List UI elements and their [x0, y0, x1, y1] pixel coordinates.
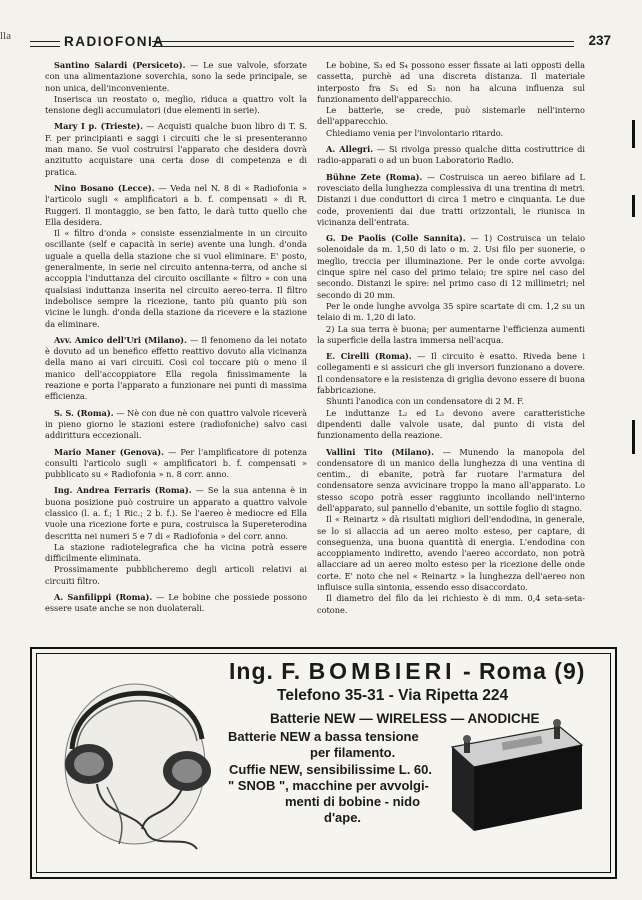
- reply-text: Chiediamo venia per l'involontario ritardo.: [326, 127, 504, 138]
- ad-company-name: [229, 658, 585, 685]
- reply-paragraph: [45, 228, 307, 330]
- journal-title: RADIOFONIA: [64, 34, 165, 49]
- reply-text: Il diametro del filo da lei richiesto è di mm. 0,4 seta-seta-cotone.: [317, 593, 585, 615]
- correspondent-name: Mario Maner (Genova).: [54, 446, 165, 457]
- margin-tick: [632, 195, 635, 217]
- reader-reply: [45, 335, 307, 403]
- reader-reply: [317, 60, 585, 139]
- reply-text: — Il circuito è esatto. Riveda bene i collegamenti e si assicuri che gli inversori funzionano a dovere. Il condensatore e la resistenza di griglia devono essere di buona fabbricazione.: [317, 351, 586, 396]
- right-column: [317, 60, 585, 616]
- reader-reply: [45, 60, 307, 116]
- margin-tick: [632, 420, 635, 454]
- reply-paragraph: [45, 408, 307, 442]
- reply-paragraph: [45, 564, 307, 587]
- ad-phone-address: Telefono 35-31 - Via Ripetta 224: [277, 687, 509, 704]
- reader-reply: [45, 408, 307, 442]
- correspondent-name: Bühne Zete (Roma).: [326, 171, 423, 182]
- reader-reply: [317, 144, 585, 167]
- ad-title-name: BOMBIERI: [308, 658, 456, 684]
- reply-paragraph: [317, 144, 585, 167]
- reply-paragraph: [317, 105, 585, 128]
- reader-reply: [317, 233, 585, 346]
- reply-text: Per le onde lunghe avvolga 35 spire scartate di cm. 1,2 su un telaio di m. 1,20 di lato.: [317, 300, 585, 323]
- advertisement: [30, 647, 617, 879]
- reply-text: — Le sue valvole, sforzate con una alimentazione soverchia, sono la sede principale, se non unica, dell'inconveniente.: [45, 60, 307, 93]
- reply-text: Le bobine, S₃ ed S₄ possono esser fissate ai lati opposti della cassetta, purchè ad una discreta distanza. Il materiale interposto fra S₁ ed S₂ non ha alcuna influenza sul funzionamento dell'apparecchio.: [317, 60, 585, 104]
- reply-paragraph: [45, 335, 307, 403]
- battery-illustration: [442, 719, 587, 837]
- correspondent-name: E. Cirelli (Roma).: [326, 351, 412, 362]
- reply-text: — Acquisti qualche buon libro di T. S. F. per principianti e saggi i circuiti che le si presenteranno man mano. Se vuol costruirsi l'apparato che desidera dovrà anzitutto acquistare una certa dose di competenza e di pratica.: [45, 121, 307, 177]
- reply-paragraph: [45, 60, 307, 94]
- reply-paragraph: [317, 60, 585, 105]
- reply-paragraph: [317, 351, 585, 396]
- reply-text: — Costruisca un aereo bifilare ad L rovesciato della lunghezza complessiva di una trentina di metri. Distanzi i due conduttori di circa 1 metro e cinquanta. Le due code, provenienti dai due tratti orizzontali, le riunisca in vicinanza dell'entrata.: [317, 171, 585, 227]
- reply-text: Le induttanze L₂ ed L₃ devono avere caratteristiche dipendenti dalle valvole usate, dal punto di vista del funzionamento della reazione.: [317, 407, 585, 441]
- correspondent-name: Avv. Amico dell'Uri (Milano).: [54, 334, 187, 345]
- reply-text: — Veda nel N. 8 di « Radiofonia » l'articolo sugli « amplificatori a b. f. compensati » di R. Ruggeri. Il montaggio, se ben fatto, le darà tutto quello che Ella desidera.: [45, 182, 307, 227]
- ad-line-snob: " SNOB ", macchine per avvolgi-: [228, 778, 429, 793]
- margin-mark: lla: [0, 30, 11, 42]
- reader-reply: [45, 121, 307, 177]
- ad-line-headphones: Cuffie NEW, sensibilissime L. 60.: [229, 762, 433, 777]
- page-number: 237: [588, 33, 611, 48]
- reader-reply: [317, 351, 585, 441]
- reply-paragraph: [45, 183, 307, 228]
- ad-title-suffix: - Roma (9): [462, 658, 586, 684]
- reply-text: La stazione radiotelegrafica che ha vicina potrà essere difficilmente eliminata.: [45, 541, 307, 564]
- reply-paragraph: [317, 172, 585, 228]
- ad-line-honeycomb: d'ape.: [324, 810, 362, 825]
- left-column: [45, 60, 307, 615]
- reply-text: Shunti l'anodica con un condensatore di 2 M. F.: [326, 396, 525, 407]
- reply-text: — Se la sua antenna è in buona posizione può costruire un apparato a quattro valvole classico (l. a. f.; 1 Ric.; 2 b. f.). Se l'aereo è mediocre ed Ella vuole una ricezione forte e pura, costruisca la Supereterodina descritta nei numeri 5 e 7 di « Radiofonia » del corr. anno.: [45, 485, 307, 541]
- reader-reply: [45, 485, 307, 587]
- reply-paragraph: [317, 514, 585, 593]
- correspondent-name: A. Allegri.: [326, 144, 374, 155]
- reader-reply: [317, 172, 585, 228]
- correspondent-name: Nino Bosano (Lecce).: [54, 182, 155, 193]
- reply-paragraph: [45, 592, 307, 615]
- reply-paragraph: [317, 408, 585, 442]
- reply-paragraph: [317, 396, 585, 407]
- reply-text: — Per l'amplificatore di potenza consulti l'articolo sugli « amplificatori b. f. compensati » pubblicato su « Radiofonia » n. 8 corr. anno.: [45, 446, 307, 480]
- correspondent-name: Vallini Tito (Milano).: [326, 446, 434, 457]
- reply-paragraph: [317, 128, 585, 139]
- reply-text: — Nè con due nè con quattro valvole riceverà in pieno giorno le stazioni estere (radiofoniche) salvo casi addirittura eccezionali.: [45, 407, 307, 441]
- reply-paragraph: [317, 233, 585, 301]
- reply-text: Prossimamente pubblicheremo degli articoli relativi ai circuiti filtro.: [45, 564, 307, 586]
- reply-text: — Le bobine che possiede possono essere usate anche se non duolaterali.: [45, 592, 308, 614]
- reader-reply: [45, 447, 307, 481]
- correspondent-name: Mary I p. (Trieste).: [54, 121, 143, 132]
- reply-paragraph: [317, 447, 585, 515]
- margin-tick: [632, 120, 635, 148]
- headphones-illustration: [47, 659, 222, 854]
- running-header: [30, 34, 615, 52]
- reply-text: Inserisca un reostato o, meglio, riduca a quattro volt la tensione degli accumulatori (due elementi in serie).: [45, 93, 307, 116]
- ad-line-filament: per filamento.: [310, 745, 396, 760]
- reply-paragraph: [317, 324, 585, 347]
- reply-text: Le batterie, se crede, può sistemarle nell'interno dell'apparecchio.: [317, 105, 585, 127]
- correspondent-name: S. S. (Roma).: [54, 407, 114, 418]
- ad-line-low-voltage: Batterie NEW a bassa tensione: [228, 729, 419, 744]
- ad-title-prefix: Ing. F.: [229, 658, 302, 684]
- reader-reply: [45, 592, 307, 615]
- reader-reply: [45, 183, 307, 330]
- reply-text: — Il fenomeno da lei notato è dovuto ad un benefico effetto reattivo dovuto alla vicinanza della mano ai vari circuiti. Così col toccare più o meno il manico dell'accoppiatore Ella regola finissimamente la reazione e porta l'apparato a funzionare nei punti di massima efficienza.: [45, 334, 307, 402]
- reply-text: — Si rivolga presso qualche ditta costruttrice di radio-apparati o ad un buon Laboratorio Radio.: [317, 144, 585, 166]
- ad-line-coils: menti di bobine - nido: [285, 794, 421, 809]
- correspondent-name: Santino Salardi (Persiceto).: [54, 60, 186, 70]
- reply-paragraph: [317, 301, 585, 324]
- header-rule-right: [152, 41, 574, 47]
- reply-paragraph: [45, 94, 307, 117]
- reply-paragraph: [317, 593, 585, 616]
- reply-text: — Munendo la manopola del condensatore di un manico della lunghezza di una ventina di centim., di ebanite, potrà far ruotare l'armatura del condensatore senza avvicinare troppo la mano all'apparato. Lo stesso scopo potrà esser raggiunto incollando nell'interno dell'apparato, sul pannello d'ebanite, un sottile foglio di stagno.: [317, 446, 586, 513]
- reader-reply: [317, 447, 585, 616]
- reply-text: 2) La sua terra è buona; per aumentarne l'efficienza aumenti la superficie della lastra immersa nell'acqua.: [317, 323, 585, 345]
- correspondent-name: Ing. Andrea Ferraris (Roma).: [54, 485, 192, 496]
- header-rule-left: [30, 41, 60, 47]
- reply-paragraph: [45, 121, 307, 177]
- ad-line-batteries: Batterie NEW — WIRELESS — ANODICHE: [270, 711, 540, 726]
- reply-paragraph: [45, 485, 307, 541]
- reply-paragraph: [45, 447, 307, 481]
- correspondent-name: A. Sanfilippi (Roma).: [54, 592, 153, 603]
- reply-text: — 1) Costruisca un telaio solenoidale da m. 1,50 di lato o m. 2. Usi filo per suonerie, o meglio, treccia per illuminazione. Per le onde corte avvolga: cinque spire nel caso del primo telaio; tre spire nel caso del secondo. Distanzi le spire: nel primo caso di 12 millimetri; nel secondo di 20 mm.: [317, 233, 585, 300]
- reply-text: Il « Reinartz » dà risultati migliori dell'endodina, in generale, se lo si allaccia ad un aereo molto esteso, per captare, di conseguenza, una buona quantità di energia. L'endodina con accoppiamento indiretto, avendo l'aereo accordato, non potrà allacciare ad un aereo molto esteso per la ricezione delle onde corte. E' noto che nel « Reinartz » la lunghezza dell'aereo non influisce sulla sintonia, essendo esso disaccordato.: [317, 514, 585, 593]
- reply-paragraph: [45, 542, 307, 565]
- reply-text: Il « filtro d'onda » consiste essenzialmente in un circuito oscillante (self e capacità in serie) avente una lungh. d'onda uguale a quella della stazione che si vuol eliminare. E' posto, generalmente, in serie nel circuito antenna-terra, od anche si accoppia l'induttanza del circuito oscillante « filtro » con una qualsiasi induttanza inserita nel circuito aereo-terra. Il filtro indebolisce sempre la ricezione, tanto più quanto più son vicine le lungh. d'onda della stazione da ricevere e la stazione da eliminare.: [45, 228, 307, 329]
- correspondent-name: G. De Paolis (Colle Sannita).: [326, 233, 466, 244]
